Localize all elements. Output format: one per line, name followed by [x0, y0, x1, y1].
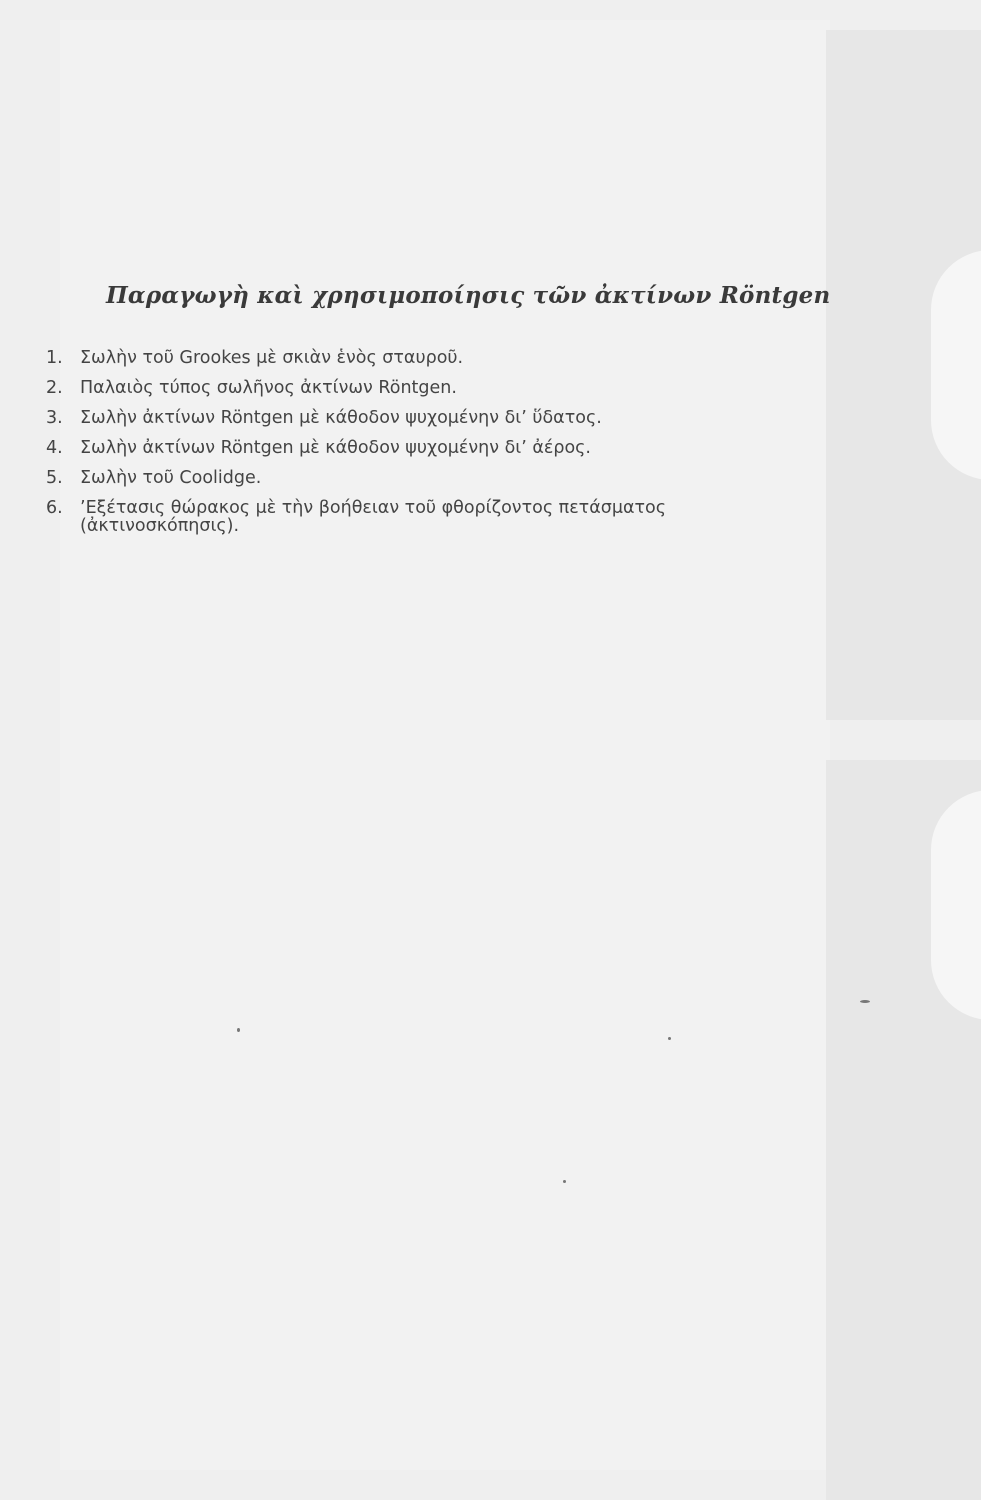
dust-speck: [860, 1000, 870, 1003]
item-text: Σωλὴν ἀκτίνων Röntgen μὲ κάθοδον ψυχομένην δι’ ἀέρος.: [80, 438, 591, 458]
dust-speck: [563, 1180, 566, 1183]
binding-notch-upper: [931, 250, 981, 480]
item-text: Σωλὴν τοῦ Grookes μὲ σκιὰν ἑνὸς σταυροῦ.: [80, 348, 464, 368]
list-item-continuation: [46, 516, 666, 537]
page-title: Παραγωγὴ καὶ χρησιμοποίησις τῶν ἀκτίνων Röntgen: [106, 282, 831, 309]
item-text: Σωλὴν τοῦ Coolidge.: [80, 468, 262, 488]
item-text-continuation: (ἀκτινοσκόπησις).: [80, 516, 240, 536]
printed-area: [60, 20, 830, 1470]
list-item: [46, 463, 666, 493]
item-number: 5.: [46, 468, 63, 488]
list-item: [46, 403, 666, 433]
item-number: 4.: [46, 438, 63, 458]
binding-notch-lower: [931, 790, 981, 1020]
item-number: 3.: [46, 408, 63, 428]
list-item: [46, 433, 666, 463]
list-item: [46, 343, 666, 373]
item-text: Παλαιὸς τύπος σωλῆνος ἀκτίνων Röntgen.: [80, 378, 457, 398]
dust-speck: [668, 1037, 671, 1040]
item-number: 1.: [46, 348, 63, 368]
item-number: 6.: [46, 498, 63, 518]
dust-speck: [237, 1028, 240, 1032]
item-text: Σωλὴν ἀκτίνων Röntgen μὲ κάθοδον ψυχομένην δι’ ὕδατος.: [80, 408, 602, 428]
list-item: [46, 373, 666, 403]
item-number: 2.: [46, 378, 63, 398]
item-text: ’Εξέτασις θώρακος μὲ τὴν βοήθειαν τοῦ φθορίζοντος πετάσματος: [80, 498, 667, 518]
caption-list: [46, 343, 666, 537]
